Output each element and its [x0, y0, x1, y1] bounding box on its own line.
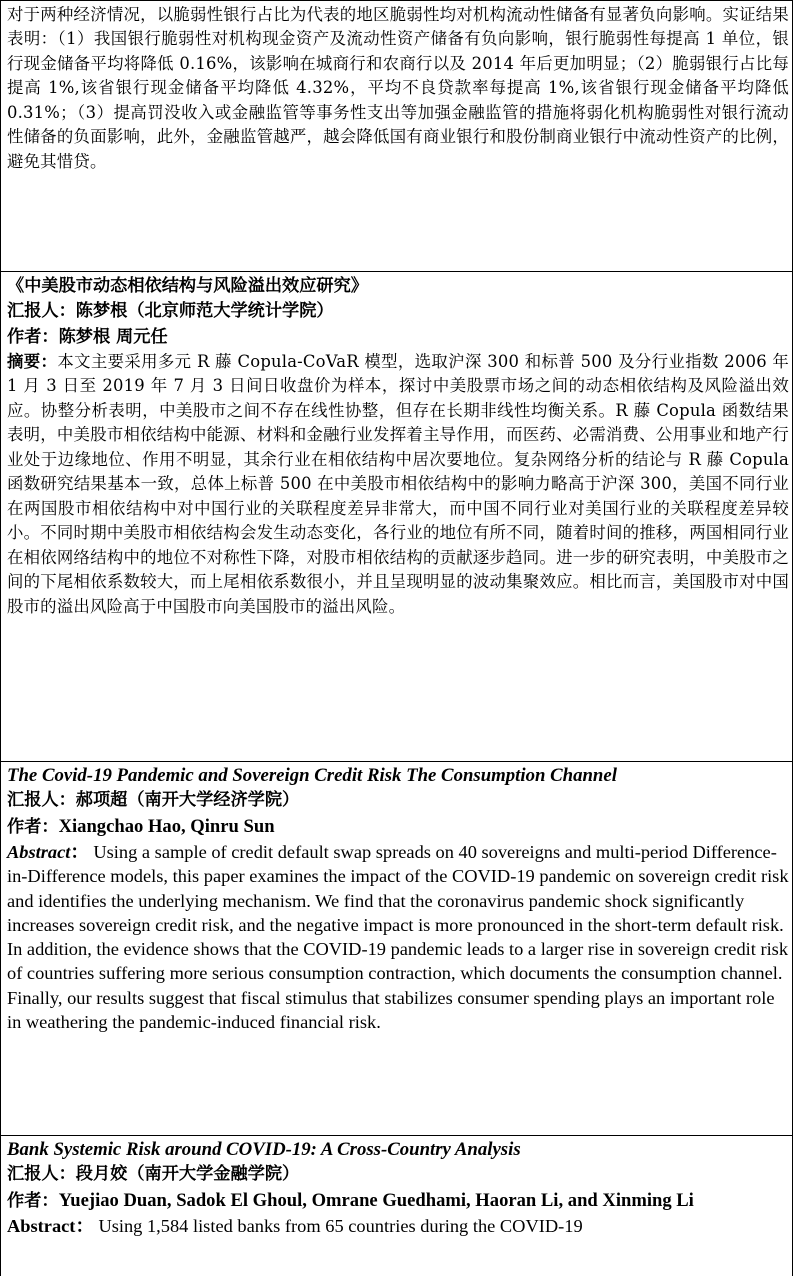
reporter-line: [7, 788, 789, 814]
reporter-name: 陈梦根（北京师范大学统计学院）: [75, 301, 334, 321]
abstract-text: 本文主要采用多元 R 藤 Copula-CoVaR 模型，选取沪深 300 和标普 500 及分行业指数 2006 年 1 月 3 日至 2019 年 7 月 3 日间日收盘价为样本，探讨中美股票市场之间的动态相依结构及风险溢出效应。协整分析表明，中美股市之间不存在线性协整，但存在长期非线性均衡关系。R 藤 Copula 函数结果表明，中美股市相依结构中能源、材料和金融行业发挥着主导作用，而医药、必需消费、公用事业和地产行业处于边缘地位、作用不明显，其余行业在相依结构中居次要地位。复杂网络分析的结论与 R 藤 Copula 函数研究结果基本一致，总体上标普 500 在中美股市相依结构中的影响力略高于沪深 300，美国不同行业在两国股市相依结构中对中国行业的关联程度差异非常大，而中国不同行业对美国行业的关联程度差异较小。不同时期中美股市相依结构会发生动态变化，各行业的地位有所不同，随着时间的推移，两国相同行业在相依网络结构中的地位不对称性下降，对股市相依结构的贡献逐步趋同。进一步的研究表明，中美股市之间的下尾相依系数较大，而上尾相依系数很小，并且呈现明显的波动集聚效应。相比而言，美国股市对中国股市的溢出风险高于中国股市向美国股市的溢出风险。: [7, 352, 789, 616]
paper-entry-continuation: [1, 1, 792, 272]
authors-label: 作者：: [7, 816, 59, 837]
abstract-label-colon: ：: [75, 1216, 94, 1236]
reporter-line: [7, 1162, 789, 1188]
abstract-label: Abstract: [7, 1216, 76, 1236]
paper-title: 《中美股市动态相依结构与风险溢出效应研究》: [7, 276, 368, 296]
reporter-label: 汇报人：: [7, 1164, 76, 1184]
authors-names: 陈梦根 周元任: [58, 326, 168, 347]
reporter-label: 汇报人：: [7, 301, 76, 321]
reporter-name: 郝项超（南开大学经济学院）: [75, 790, 300, 810]
authors-label: 作者：: [7, 1190, 59, 1211]
abstract-label-colon: ：: [70, 842, 89, 862]
authors-names: Xiangchao Hao, Qinru Sun: [58, 815, 275, 837]
paper-entry-bank-systemic-risk: [1, 1136, 792, 1276]
authors-line: [7, 1188, 789, 1215]
authors-label: 作者：: [7, 326, 59, 347]
paper-title: The Covid-19 Pandemic and Sovereign Credit Risk The Consumption Channel: [7, 765, 617, 786]
abstract-label: Abstract: [7, 842, 71, 862]
abstract-paragraph: [7, 350, 789, 619]
reporter-line: [7, 299, 789, 325]
abstract-text: Using 1,584 listed banks from 65 countries during the COVID-19: [93, 1216, 583, 1236]
reporter-label: 汇报人：: [7, 790, 76, 810]
paper-title: Bank Systemic Risk around COVID-19: A Cross-Country Analysis: [7, 1139, 521, 1160]
reporter-name: 段月姣（南开大学金融学院）: [75, 1164, 300, 1184]
authors-line: [7, 814, 789, 841]
abstract-paragraph: [7, 1214, 789, 1238]
authors-names: Yuejiao Duan, Sadok El Ghoul, Omrane Guedhami, Haoran Li, and Xinming Li: [58, 1189, 694, 1211]
abstract-continuation-text: 对于两种经济情况，以脆弱性银行占比为代表的地区脆弱性均对机构流动性储备有显著负向影响。实证结果表明：（1）我国银行脆弱性对机构现金资产及流动性资产储备有负向影响，银行脆弱性每提高 1 单位，银行现金储备平均将降低 0.16%，该影响在城商行和农商行以及 2014 年后更加明显；（2）脆弱银行占比每提高 1%,该省银行现金储备平均降低 4.32%，平均不良贷款率每提高 1%,该省银行现金储备平均降低 0.31%；（3）提高罚没收入或金融监管等事务性支出等加强金融监管的措施将弱化机构脆弱性对银行流动性储备的负面影响，此外，金融监管越严，越会降低国有商业银行和股份制商业银行中流动性资产的比例，避免其惜贷。: [7, 5, 789, 171]
abstract-text: Using a sample of credit default swap spreads on 40 sovereigns and multi-period Difference-in-Difference models, this paper examines the impact of the COVID-19 pandemic on sovereign credit risk and identifies the underlying mechanism. We find that the coronavirus pandemic shock significantly increases sovereign credit risk, and the negative impact is more pronounced in the short-term default risk. In addition, the evidence shows that the COVID-19 pandemic leads to a larger rise in sovereign credit risk of countries suffering more serious consumption contraction, which documents the consumption channel. Finally, our results suggest that fiscal stimulus that stabilizes consumer spending plays an important role in weathering the pandemic-induced financial risk.: [7, 842, 789, 1033]
paper-entry-stock-market: [1, 272, 792, 762]
authors-line: [7, 325, 789, 351]
abstract-label: 摘要：: [7, 352, 58, 371]
paper-entry-sovereign-credit: [1, 762, 792, 1136]
abstract-paragraph: [7, 840, 789, 1034]
